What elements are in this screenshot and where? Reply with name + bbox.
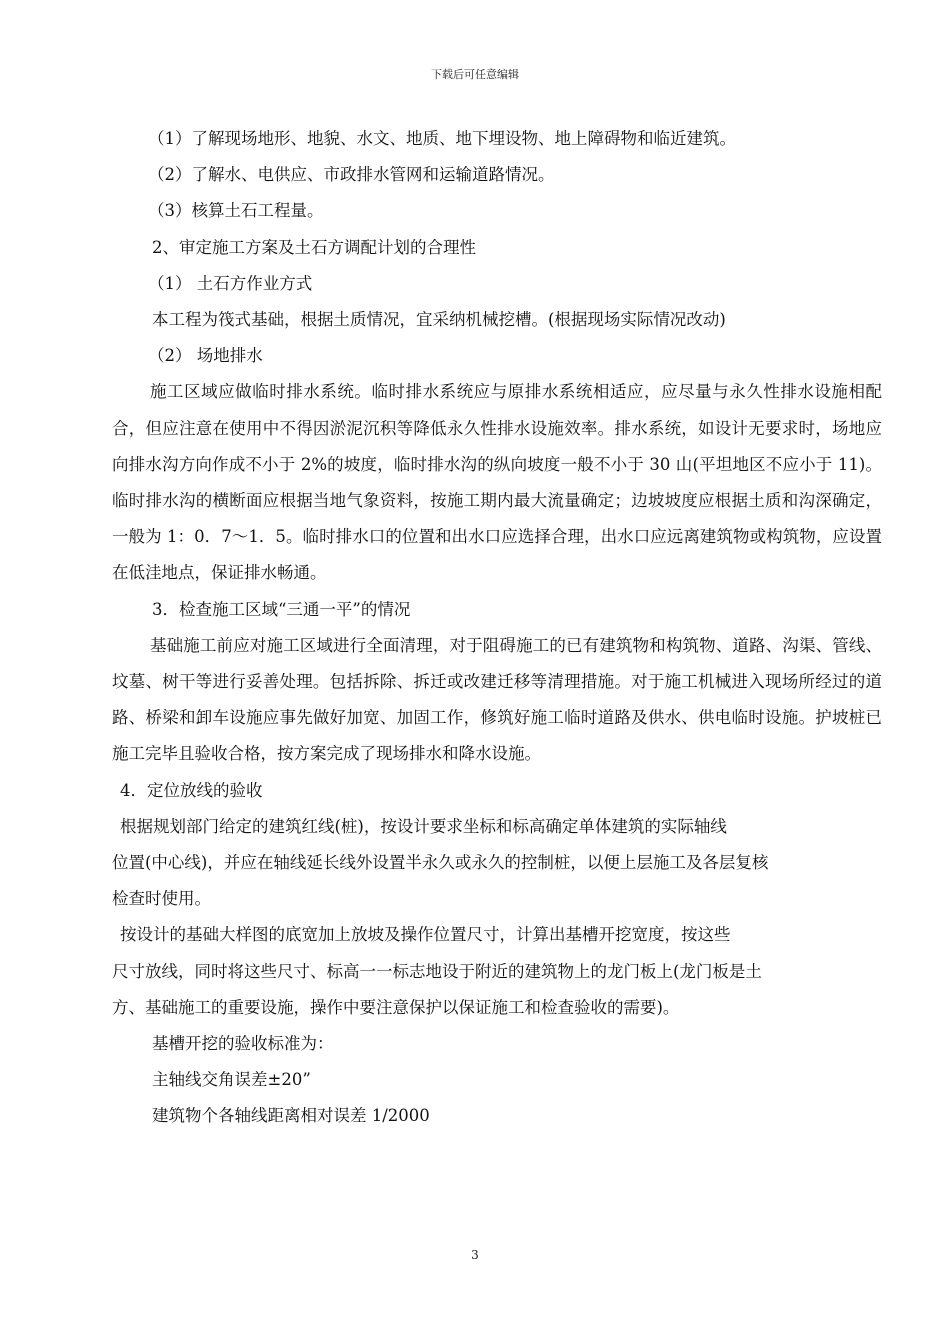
section-2-heading: 2、审定施工方案及土石方调配计划的合理性	[152, 237, 476, 257]
acceptance-criteria-heading: 基槽开挖的验收标准为：	[152, 1034, 334, 1054]
drainage-paragraph: 施工区域应做临时排水系统。临时排水系统应与原排水系统相适应，应尽量与永久性排水设施相配合，但应注意在使用中不得因淤泥沉积等降低永久性排水设施效率。排水系统，如设计无要求时，场地应向排水沟方向作成不小于 2%的坡度，临时排水沟的纵向坡度一般不小于 30 山(平坦地区不应小于 11)。临时排水沟的横断面应根据当地气象资料，按施工期内最大流量确定；边坡坡度应根据土质和沟深确定，一般为 1：0．7～1．5。临时排水口的位置和出水口应选择合理，出水口应远离建筑物或构筑物，应设置在低洼地点，保证排水畅通。	[112, 382, 882, 583]
subsection-earthwork-method: （1） 土石方作业方式	[148, 273, 313, 293]
page-header: 下载后可任意编辑	[431, 68, 519, 81]
subsection-site-drainage: （2） 场地排水	[148, 346, 263, 366]
criterion-axis-distance: 建筑物个各轴线距离相对误差 1/2000	[152, 1106, 430, 1126]
document-body	[112, 121, 882, 1135]
site-clearing-paragraph: 基础施工前应对施工区域进行全面清理，对于阻碍施工的已有建筑物和构筑物、道路、沟渠、管线、坟墓、树干等进行妥善处理。包括拆除、拆迁或改建迁移等清理措施。对于施工机械进入现场所经过的道路、桥梁和卸车设施应事先做好加宽、加固工作，修筑好施工临时道路及供水、供电临时设施。护坡桩已施工完毕且验收合格，按方案完成了现场排水和降水设施。	[112, 635, 882, 764]
trench-paragraph-line-3: 方、基础施工的重要设施，操作中要注意保护以保证施工和检查验收的需要)。	[112, 997, 680, 1017]
trench-paragraph-line-2: 尺寸放线，同时将这些尺寸、标高一一标志地设于附近的建筑物上的龙门板上(龙门板是土	[112, 961, 762, 981]
trench-paragraph-line-1: 按设计的基础大样图的底宽加上放坡及操作位置尺寸，计算出基槽开挖宽度，按这些	[120, 925, 731, 945]
layout-paragraph-line-1: 根据规划部门给定的建筑红线(桩)，按设计要求坐标和标高确定单体建筑的实际轴线	[120, 816, 727, 836]
survey-item-2: （2）了解水、电供应、市政排水管网和运输道路情况。	[148, 165, 555, 185]
survey-item-3: （3）核算土石工程量。	[148, 201, 324, 221]
section-4-heading: 4．定位放线的验收	[120, 780, 263, 800]
layout-paragraph-line-3: 检查时使用。	[112, 889, 211, 909]
criterion-axis-angle: 主轴线交角误差±20”	[152, 1070, 311, 1090]
layout-paragraph-line-2: 位置(中心线)，并应在轴线延长线外设置半永久或永久的控制桩，以便上层施工及各层复核	[112, 853, 769, 873]
section-3-heading: 3．检查施工区域“三通一平”的情况	[152, 599, 411, 619]
survey-item-1: （1）了解现场地形、地貌、水文、地质、地下埋设物、地上障碍物和临近建筑。	[148, 129, 736, 148]
page-number: 3	[471, 1248, 479, 1262]
earthwork-method-text: 本工程为筏式基础，根据土质情况，宜采纳机械挖槽。(根据现场实际情况改动)	[152, 310, 726, 330]
